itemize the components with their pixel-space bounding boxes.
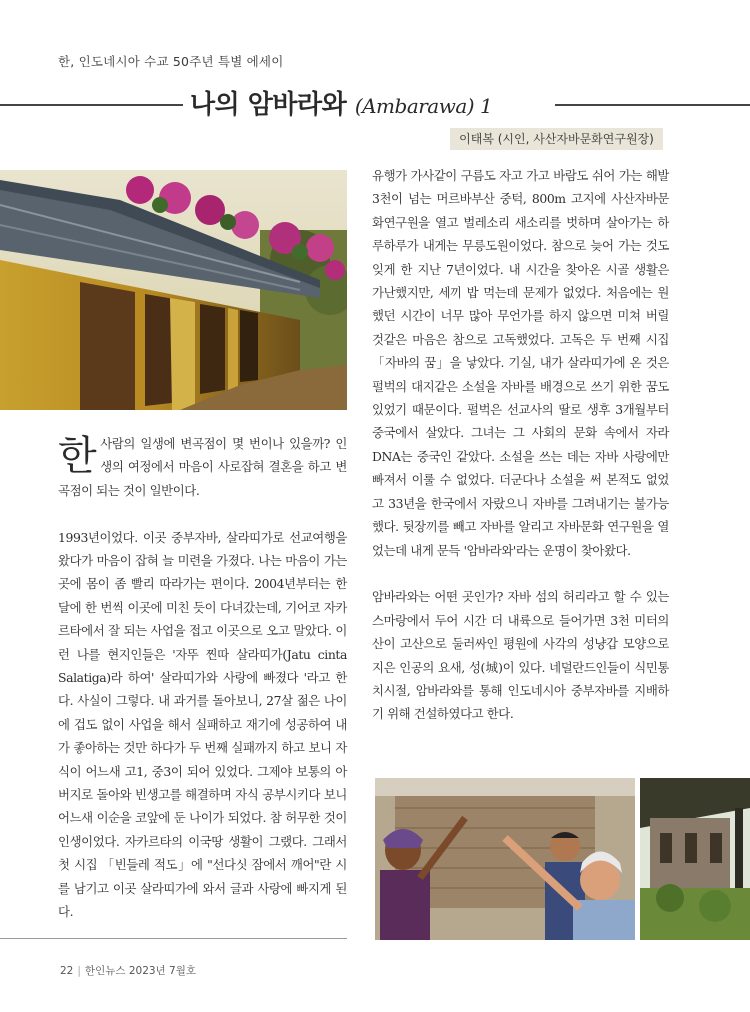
paragraph-ambarawa: 암바라와는 어떤 곳인가? 자바 섬의 허리라고 할 수 있는 스마랑에서 두어 시간 더 내륙으로 들어가면 3천 미터의 산이 고산으로 둘러싸인 평원에 사각의 성냥갑 모양으로 지은 인공의 요새, 성(城)이 있다. 네덜란드인들이 식민통치시절, 암바라와를 통해 인도네시아 중부자바를 지배하기 위해 건설하였다고 한다. bbox=[372, 589, 669, 722]
title-main: 나의 암바라와 bbox=[190, 90, 355, 120]
fort-building-photo bbox=[0, 170, 347, 410]
article-title bbox=[190, 84, 492, 121]
paragraph-mountain: 유행가 가사같이 구름도 자고 가고 바람도 쉬어 가는 해발 3천이 넘는 머르바부산 중턱, 800m 고지에 사산자바문화연구원을 열고 벌레소리 새소리를 벗하며 살아가는 하루하루가 내게는 무릉도원이었다. 참으로 늦어 가는 것도 잊게 한 지난 7년이었다. 내 시간을 찾아온 시골 생활은 가난했지만, 세끼 밥 먹는데 문제가 없었다. 처음에는 원했던 시간이 너무 많아 무언가를 하지 않으면 미쳐 버릴 것같은 마음은 참으로 고독했었다. 고독은 두 번째 시집 「자바의 꿈」을 낳았다. 기실, 내가 살라띠가에 온 것은 펄벅의 대지같은 소설을 자바를 배경으로 쓰기 위한 꿈도 있었기 때문이다. 펄벅은 선교사의 딸로 생후 3개월부터 중국에서 살았다. 그녀는 그 사회의 문화 속에서 자라 DNA는 중국인 같았다. 소설을 쓰는 데는 자바 사랑에만 빠져서 이룰 수 없었다. 더군다나 소설을 써 본적도 없었고 33년을 한국에서 자랐으니 자바를 그려내기는 불가능했다. 뒷장끼를 빼고 자바를 알리고 자바문화 연구원을 열었는데 내게 문득 '암바라와'라는 운명이 찾아왔다. bbox=[372, 168, 669, 558]
title-rule-right bbox=[555, 104, 750, 106]
title-sub: (Ambarawa) 1 bbox=[354, 94, 493, 118]
page-footer bbox=[60, 963, 196, 978]
essay-kicker: 한, 인도네시아 수교 50주년 특별 에세이 bbox=[58, 54, 284, 69]
footer-rule bbox=[0, 938, 347, 939]
page-number: 22 bbox=[60, 965, 74, 977]
left-column bbox=[58, 432, 347, 947]
paragraph-text: 사람의 일생에 변곡점이 몇 번이나 있을까? 인생의 여정에서 마음이 사로잡혀 결혼을 하고 변곡점이 되는 것이 일반이다. bbox=[58, 436, 347, 498]
dropcap: 한 bbox=[58, 433, 97, 479]
intro-paragraph bbox=[58, 432, 347, 502]
visitors-at-wall-photo bbox=[375, 778, 635, 940]
title-rule-left bbox=[0, 104, 183, 106]
footer-separator: | bbox=[77, 965, 81, 977]
author-byline: 이태복 (시인, 사산자바문화연구원장) bbox=[450, 128, 663, 150]
right-column bbox=[372, 164, 669, 749]
paragraph-1993: 1993년이었다. 이곳 중부자바, 살라띠가로 선교여행을 왔다가 마음이 잡혀 늘 미련을 가졌다. 나는 마음이 가는 곳에 몸이 좀 빨리 따라가는 편이다. 2004년부터는 한 달에 한 번씩 이곳에 미친 듯이 다녀갔는데, 기어코 자카르타에서 잘 되는 사업을 접고 이곳으로 오고 말았다. 이런 나를 현지인들은 '자뚜 찐따 살라띠가(Jatu cinta Salatiga)라 하여' 살라띠가와 사랑에 빠졌다 '라고 한다. 사실이 그렇다. 내 과거를 돌아보니, 27살 젊은 나이에 겁도 없이 사업을 해서 실패하고 재기에 성공하여 내가 좋아하는 것만 하다가 두 번째 실패까지 하고 보니 자식이 어느새 고1, 중3이 되어 있었다. 그제야 보통의 아버지로 돌아와 빈생고를 해결하며 자식 공부시키다 보니 어느새 이순을 코앞에 둔 나이가 되었다. 참 허무한 것이 인생이었다. 자카르타의 이국땅 생활이 그랬다. 그래서 첫 시집 「빈들레 적도」에 "선다싯 잠에서 깨어"란 시를 남기고 이곳 살라띠가에 와서 글과 사랑에 빠지게 된다. bbox=[58, 529, 347, 920]
publication-name: 한인뉴스 2023년 7월호 bbox=[84, 965, 196, 977]
ruins-greenery-photo bbox=[640, 778, 750, 940]
